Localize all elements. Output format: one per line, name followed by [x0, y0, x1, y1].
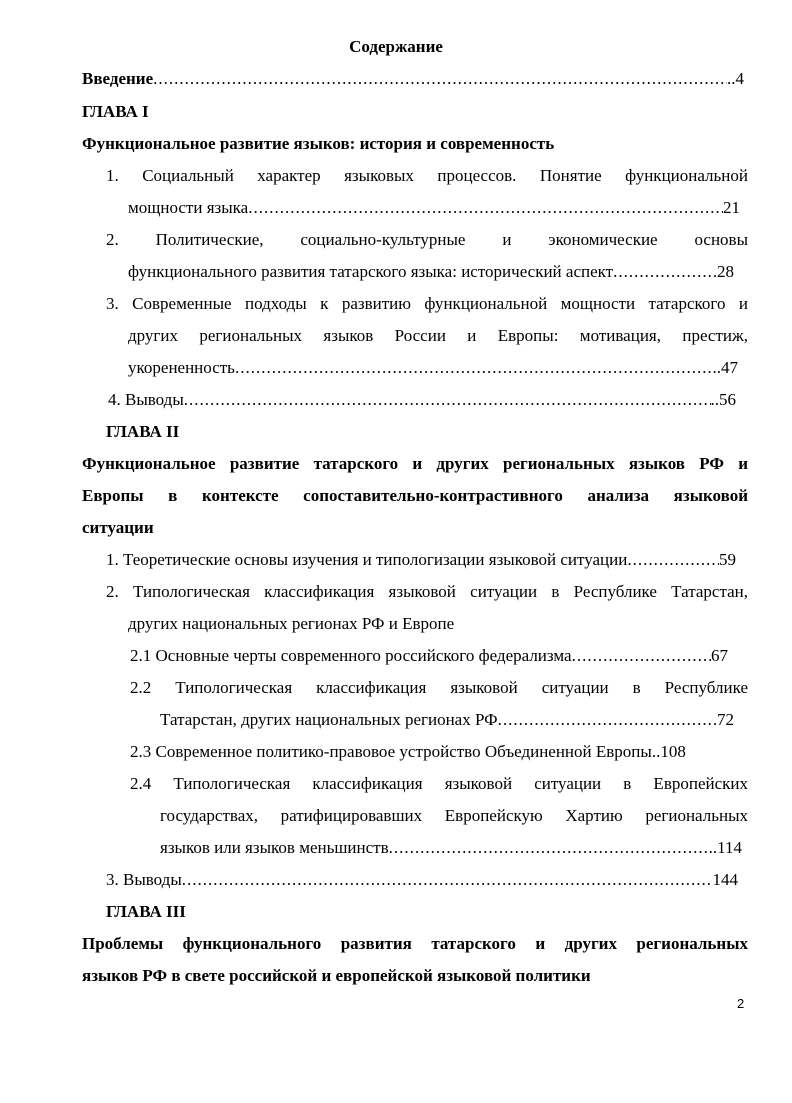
toc-entry-1-3-line1[interactable]: 3. Современные подходы к развитию функциональной мощности татарского и [106, 294, 748, 313]
toc-entry-label: Введение [82, 69, 154, 88]
toc-entry-label: функционального развития татарского языка: исторический аспект [128, 262, 614, 281]
toc-entry-1-3-line2[interactable]: других региональных языков России и Европы: мотивация, престиж, [128, 326, 748, 345]
toc-page-number: ..108 [651, 742, 686, 761]
toc-entry-1-1-line1[interactable]: 1. Социальный характер языковых процессов. Понятие функциональной [106, 166, 748, 185]
toc-entry-2-2-line1[interactable]: 2. Типологическая классификация языковой ситуации в Республике Татарстан, [106, 582, 748, 601]
toc-entry-2-2-2-line2[interactable] [160, 709, 734, 731]
leader-dots [235, 357, 713, 379]
toc-entry-label: укорененность [128, 358, 235, 377]
chapter-title-2-line2: Европы в контексте сопоставительно-контрастивного анализа языковой [82, 486, 748, 505]
chapter-title-3-line2: языков РФ в свете российской и европейской языковой политики [82, 966, 591, 985]
chapter-heading-3: ГЛАВА III [106, 902, 186, 921]
toc-entry-label: 3. Выводы [106, 870, 182, 889]
page-number: 2 [737, 996, 745, 1011]
toc-entry-2-1[interactable] [106, 549, 736, 571]
chapter-title-3-line1: Проблемы функционального развития татарского и других региональных [82, 934, 748, 953]
chapter-heading-2: ГЛАВА II [106, 422, 180, 441]
toc-entry-1-2-line2[interactable] [128, 261, 734, 283]
leader-dots [184, 389, 711, 411]
leader-dots [627, 549, 719, 571]
toc-entry-2-2-3[interactable] [130, 741, 738, 763]
toc-page-number: 28 [717, 262, 734, 281]
toc-page-number: 72 [717, 710, 734, 729]
leader-dots [389, 837, 709, 859]
toc-entry-2-2-4-line1[interactable]: 2.4 Типологическая классификация языковой ситуации в Европейских [130, 774, 748, 793]
toc-page-number: ..56 [710, 390, 736, 409]
toc-entry-label: 2.3 Современное политико-правовое устройство Объединенной Европы [130, 742, 652, 761]
toc-entry-2-3[interactable] [106, 869, 738, 891]
leader-dots [153, 68, 727, 90]
leader-dots [248, 197, 723, 219]
toc-entry-1-1-line2[interactable] [128, 197, 740, 219]
chapter-title-2-line1: Функциональное развитие татарского и других региональных языков РФ и [82, 454, 748, 473]
leader-dots [613, 261, 717, 283]
toc-entry-label: 4. Выводы [108, 390, 184, 409]
toc-page-number: 21 [723, 198, 740, 217]
toc-page-number: ..4 [727, 69, 744, 88]
page-title: Содержание [349, 37, 443, 56]
toc-page-number: ..114 [708, 838, 742, 857]
toc-page-number: 59 [719, 550, 736, 569]
toc-entry-intro[interactable] [82, 68, 744, 90]
leader-dots [498, 709, 717, 731]
toc-entry-label: 1. Теоретические основы изучения и типологизации языковой ситуации [106, 550, 628, 569]
toc-entry-label: 2.1 Основные черты современного российского федерализма [130, 646, 572, 665]
toc-entry-2-2-2-line1[interactable]: 2.2 Типологическая классификация языковой ситуации в Республике [130, 678, 748, 697]
toc-entry-label: Татарстан, других национальных регионах РФ [160, 710, 498, 729]
chapter-title-1: Функциональное развитие языков: история и современность [82, 134, 555, 153]
toc-entry-2-2-1[interactable] [130, 645, 728, 667]
toc-entry-1-3-line3[interactable] [128, 357, 738, 379]
toc-entry-1-2-line1[interactable]: 2. Политические, социально-культурные и экономические основы [106, 230, 748, 249]
toc-entry-2-2-4-line2[interactable]: государствах, ратифицировавших Европейскую Хартию региональных [160, 806, 748, 825]
toc-entry-1-4[interactable] [108, 389, 736, 411]
chapter-title-2-line3: ситуации [82, 518, 154, 537]
leader-dots [182, 869, 713, 891]
toc-entry-2-2-line2[interactable]: других национальных регионах РФ и Европе [128, 614, 455, 633]
leader-dots [572, 645, 711, 667]
toc-entry-2-2-4-line3[interactable] [160, 837, 742, 859]
chapter-heading-1: ГЛАВА I [82, 102, 149, 121]
toc-page-number: ..47 [712, 358, 738, 377]
toc-page-number: 67 [711, 646, 728, 665]
toc-entry-label: мощности языка [128, 198, 249, 217]
toc-page-number: 144 [712, 870, 738, 889]
toc-entry-label: языков или языков меньшинств [160, 838, 389, 857]
